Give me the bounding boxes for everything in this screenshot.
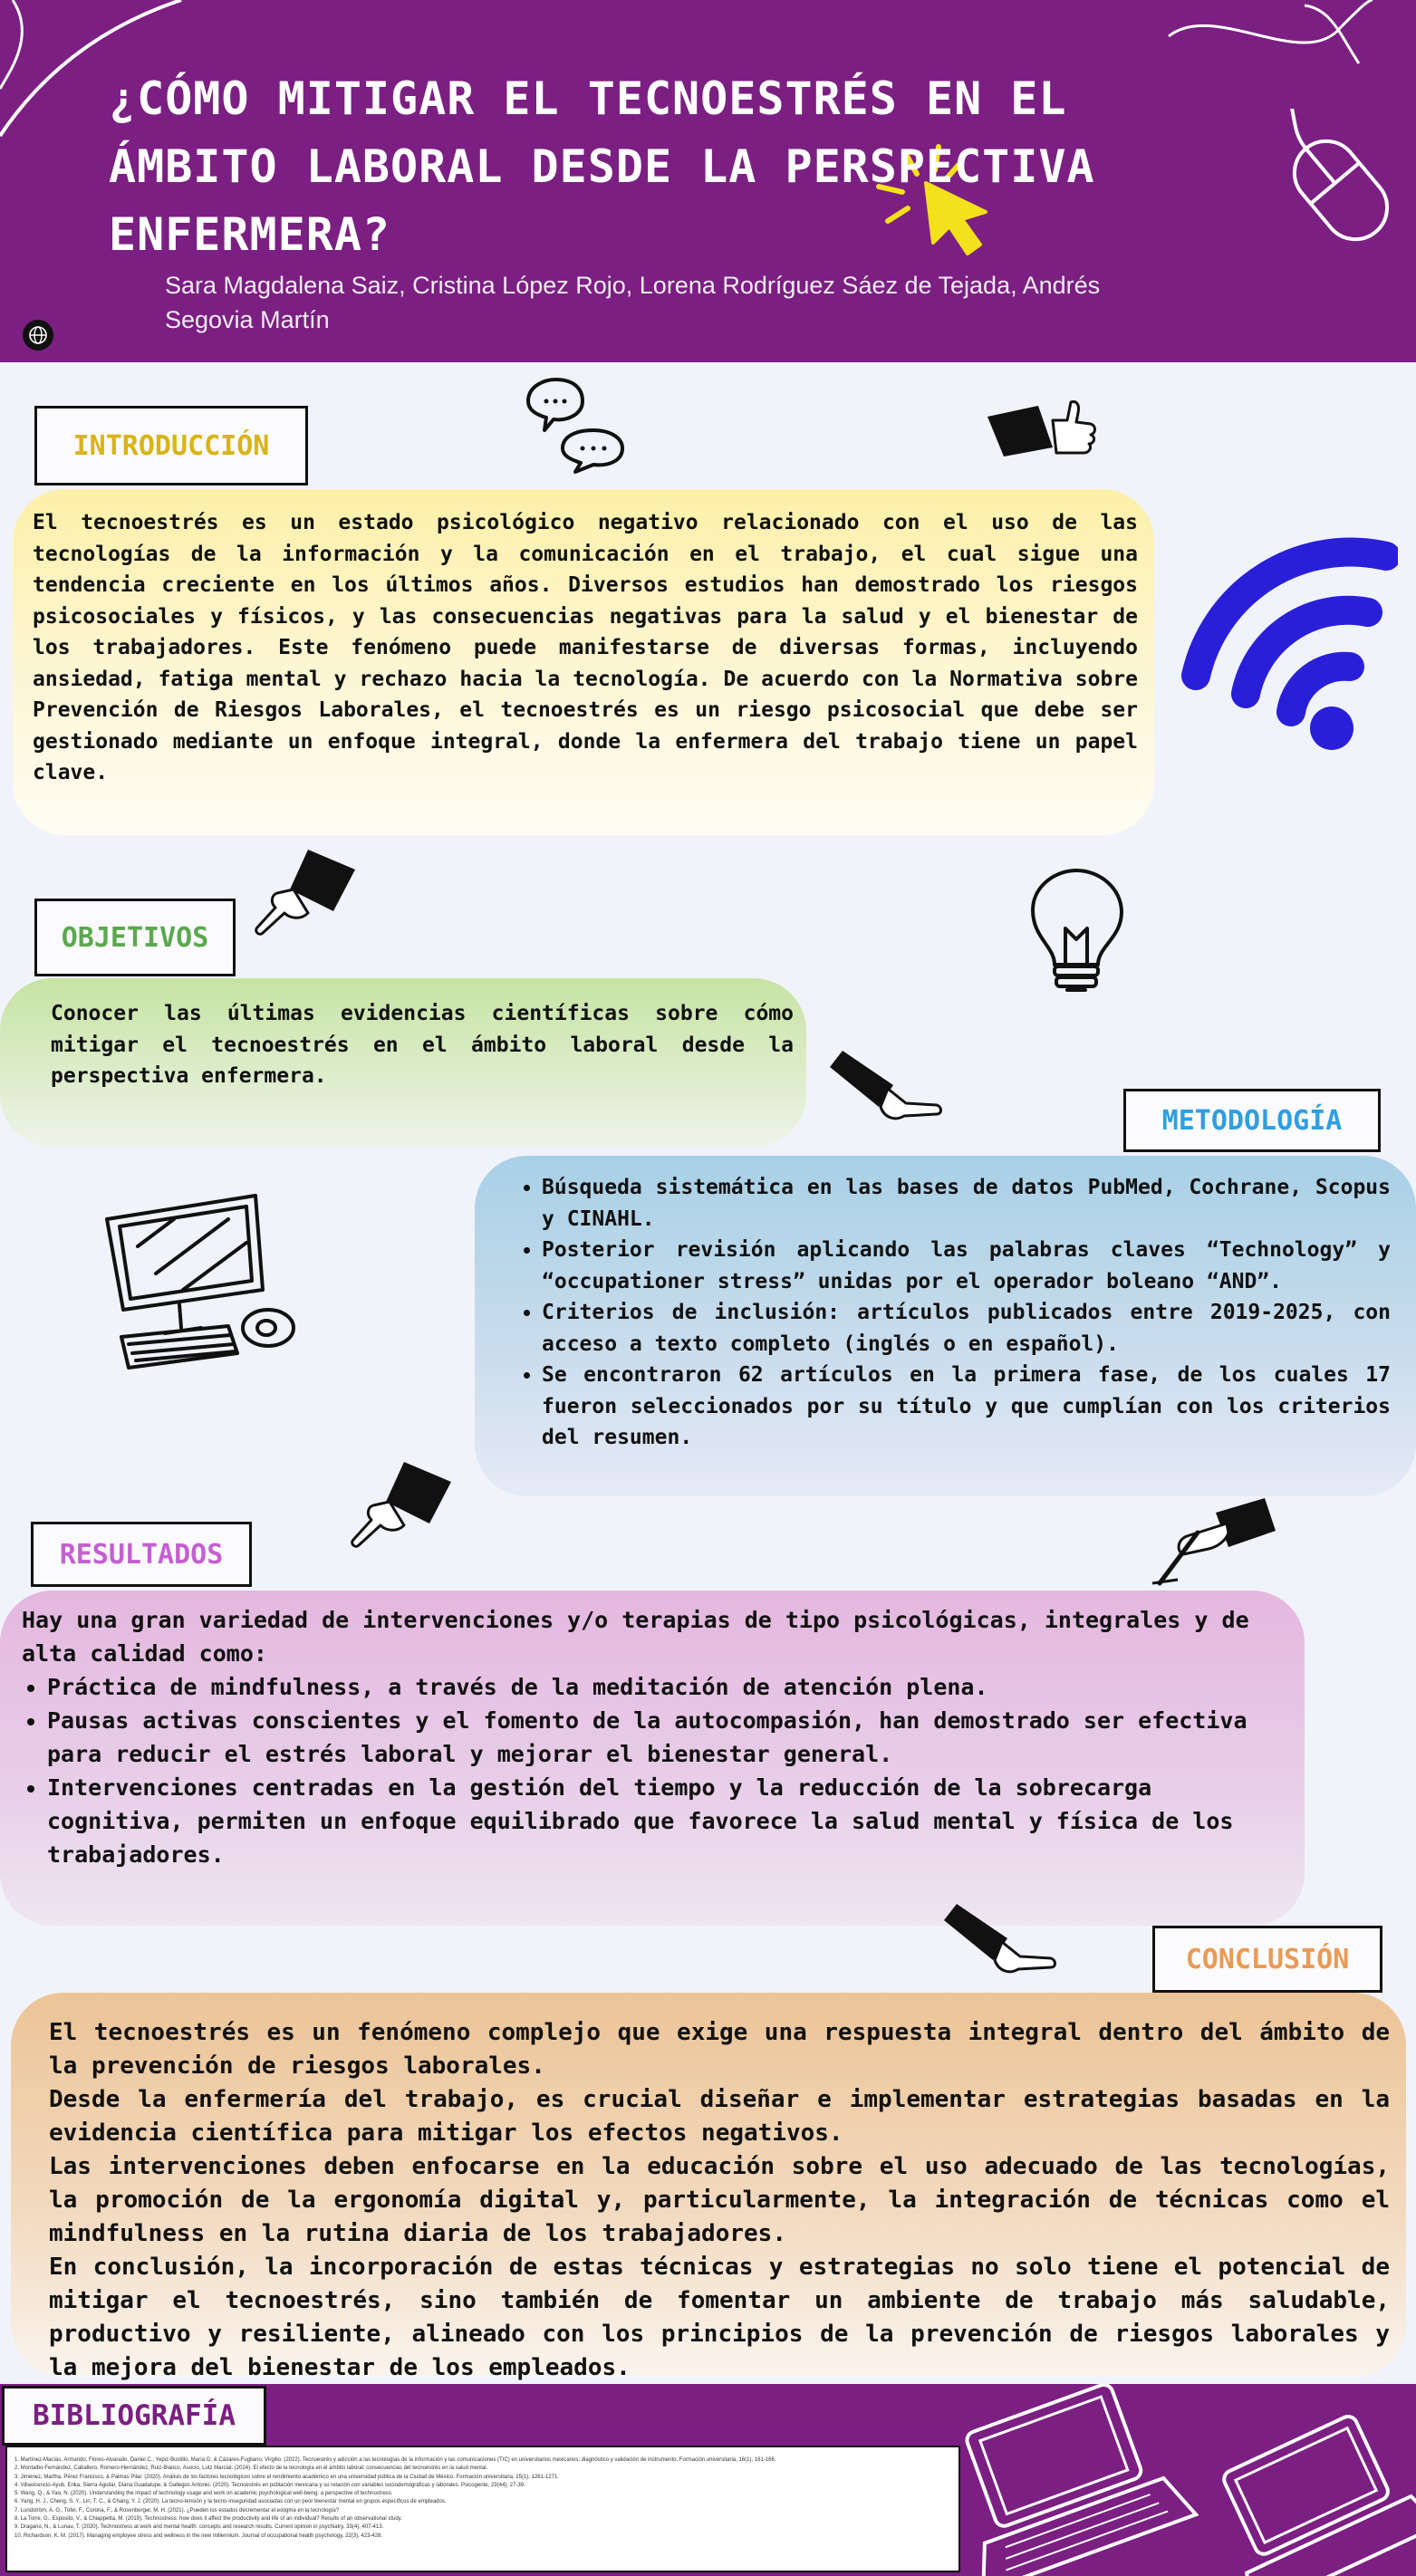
pointing-hand-icon (254, 842, 362, 942)
methodology-text-box (475, 1156, 1416, 1496)
reference-item: 10. Richardson, K. M. (2017). Managing employee stress and wellness in the new millennium. Journal of occupational health psychology, 22(3), 423-428. (14, 2533, 383, 2539)
reference-item: 6. Yang, H. J., Cheng, S. Y., Lin, T. C., & Chang, Y. J. (2020). La tecno-tensión y la tecno-inseguridad asociadas con un peor bienestar mental en grupos específicos de empleados. (14, 2499, 447, 2505)
conclusion-paragraph: El tecnoestrés es un fenómeno complejo que exige una respuesta integral dentro del ámbito de la prevención de riesgos laborales. (49, 2019, 1390, 2080)
conclusion-text-box (11, 1993, 1406, 2381)
objectives-label: OBJETIVOS (34, 899, 236, 976)
reference-item: 4. Villavicencio-Ayub, Erika, Sierra Aguilar, Diana Guadalupe, & Gallegos Antonio. (2020). Tecnoestrés en población mexicana y su relación con variables sociodemográficas y laborales. Psicogente, 23(44), 27-39. (14, 2482, 525, 2488)
computer-icon (101, 1192, 310, 1382)
lightbulb-icon (1015, 865, 1132, 1001)
list-item: • Búsqueda sistemática en las bases de datos PubMed, Cochrane, Scopus y CINAHL. (542, 1172, 1391, 1235)
bibliography-box (5, 2446, 960, 2572)
pointing-hand-icon (939, 1902, 1056, 1984)
objectives-text-box (0, 978, 806, 1147)
intro-text-box (13, 489, 1154, 835)
globe-icon[interactable] (22, 319, 54, 351)
bibliography-label: BIBLIOGRAFÍA (2, 2386, 266, 2446)
computer-mouse-icon (1268, 109, 1413, 263)
reference-item: 2. Montalbo-Fernández, Caballero, Romero-Hernández, Ruiz-Blanco, Asocio, Lutz Marcial. (2024). El efecto de la tecnología en el ámbito laboral: consecuencias del tecnoestrés en la salud mental. (14, 2465, 488, 2472)
reference-item: 1. Martínez-Macías, Armando; Flores-Alvarado, Daniel C.; Yepiz-Bustillo, María G. & Cázares-Fugliano, Virgilio. (2022). Tecnoestrés y adicción a las tecnologías de la información y las comunicaciones (TIC) en universitarios mexicanos: diagnóstico y validación de instrumento. Formación universitaria, 16(1), 161-166. (14, 2457, 776, 2463)
results-label: RESULTADOS (31, 1522, 252, 1587)
conclusion-paragraph: Las intervenciones deben enfocarse en la educación sobre el uso adecuado de las tecnologías, la promoción de la ergonomía digital y, particularmente, la integración de técnicas como el mindfulness en la rutina diaria de los trabajadores. (49, 2153, 1390, 2247)
results-list (5, 1670, 1283, 1871)
intro-label: INTRODUCCIÓN (34, 406, 308, 485)
thumbs-up-icon (984, 397, 1102, 469)
conclusion-label: CONCLUSIÓN (1152, 1926, 1382, 1993)
poster-title: ¿CÓMO MITIGAR EL TECNOESTRÉS EN EL ÁMBITO LABORAL DESDE LA PERSPECTIVA ENFERMERA? (109, 72, 1095, 261)
results-text-box (0, 1591, 1305, 1926)
list-item: • Posterior revisión aplicando las palabras claves “Technology” y “occupationer stress” unidas por el operador boleano “AND”. (542, 1235, 1391, 1297)
conclusion-paragraph: Desde la enfermería del trabajo, es crucial diseñar e implementar estrategias basadas en la evidencia científica para mitigar los efectos negativos. (49, 2086, 1390, 2147)
speech-bubbles-icon (521, 376, 630, 480)
authors: Sara Magdalena Saiz, Cristina López Rojo, Lorena Rodríguez Sáez de Tejada, Andrés Segovia Martín (165, 272, 1101, 333)
reference-item: 5. Wang, Q., & Yao, N. (2020). Understanding the impact of technology usage and work on academic psychological well-being: a perspective of technostress. (14, 2491, 393, 2497)
results-intro: Hay una gran variedad de intervenciones y/o terapias de tipo psicológicas, integrales y de alta calidad como: (22, 1607, 1249, 1667)
reference-item: 9. Dragano, N., & Lunau, T. (2020). Technostress at work and mental health: concepts and research results. Current opinion in psychiatry, 33(4), 407-413. (14, 2524, 384, 2531)
list-item: • Práctica de mindfulness, a través de la meditación de atención plena. (47, 1670, 1283, 1704)
laptop-icon (951, 2384, 1416, 2576)
list-item: • Criterios de inclusión: artículos publicados entre 2019-2025, con acceso a texto completo (inglés o en español). (542, 1297, 1391, 1360)
wifi-icon (1160, 531, 1398, 757)
methodology-label: METODOLOGÍA (1123, 1089, 1381, 1152)
pointing-hand-icon (350, 1455, 458, 1554)
list-item: • Pausas activas conscientes y el fomento de la autocompasión, han demostrado ser efectiva para reducir el estrés laboral y mejorar el bienestar general. (47, 1704, 1283, 1771)
list-item: • Se encontraron 62 artículos en la primera fase, de los cuales 17 fueron seleccionados por su título y que cumplían con los criterios del resumen. (542, 1360, 1391, 1454)
reference-item: 7. Lundström, A. G., Tofel, F., Corona, F., & Rosenberger, M. H. (2021). ¿Pueden los estados decrementar el estigma en la tecnología? (14, 2507, 340, 2514)
methodology-list (511, 1172, 1391, 1454)
writing-hand-icon (1151, 1496, 1277, 1587)
objectives-text: Conocer las últimas evidencias científicas sobre cómo mitigar el tecnoestrés en el ámbito laboral desde la perspectiva enfermera. (51, 1002, 794, 1088)
pointing-hand-icon (824, 1049, 942, 1130)
conclusion-paragraph: En conclusión, la incorporación de estas técnicas y estrategias no solo tiene el potencial de mitigar el tecnoestrés, sino también de fomentar un ambiente de trabajo más saludable, productivo y resiliente, alineado con los principios de la prevención de riesgos laborales y la mejora del bienestar de los empleados. (49, 2254, 1390, 2381)
intro-text: El tecnoestrés es un estado psicológico negativo relacionado con el uso de las tecnologías de la información y la comunicación en el trabajo, el cual sigue una tendencia creciente en los últimos años. Diversos estudios han demostrado los riesgos psicosociales y físicos, y las consecuencias negativas para la salud y el bienestar de los trabajadores. Este fenómeno puede manifestarse de diversas formas, incluyendo ansiedad, fatiga mental y rechazo hacia la tecnología. De acuerdo con la Normativa sobre Prevención de Riesgos Laborales, el tecnoestrés es un riesgo psicosocial que debe ser gestionado mediante un enfoque integral, donde la enfermera del trabajo tiene un papel clave. (33, 511, 1138, 784)
reference-item: 8. La Torre, G., Esposito, V., & Chiappetta, M. (2019). Technostress: how does it affect the productivity and life of an individual? Results of an observational study. (14, 2516, 402, 2523)
reference-item: 3. Jiménez, Martha, Pérez Francisco, & Palmas Pilar. (2020). Análisis de los factores tecnológicos sobre el rendimiento académico en una universidad pública de la Ciudad de México. Formación universitaria, 15(1), 1261-1271. (14, 2474, 559, 2480)
list-item: • Intervenciones centradas en la gestión del tiempo y la reducción de la sobrecarga cognitiva, permiten un enfoque equilibrado que favorece la salud mental y física de los trabajadores. (47, 1771, 1283, 1871)
